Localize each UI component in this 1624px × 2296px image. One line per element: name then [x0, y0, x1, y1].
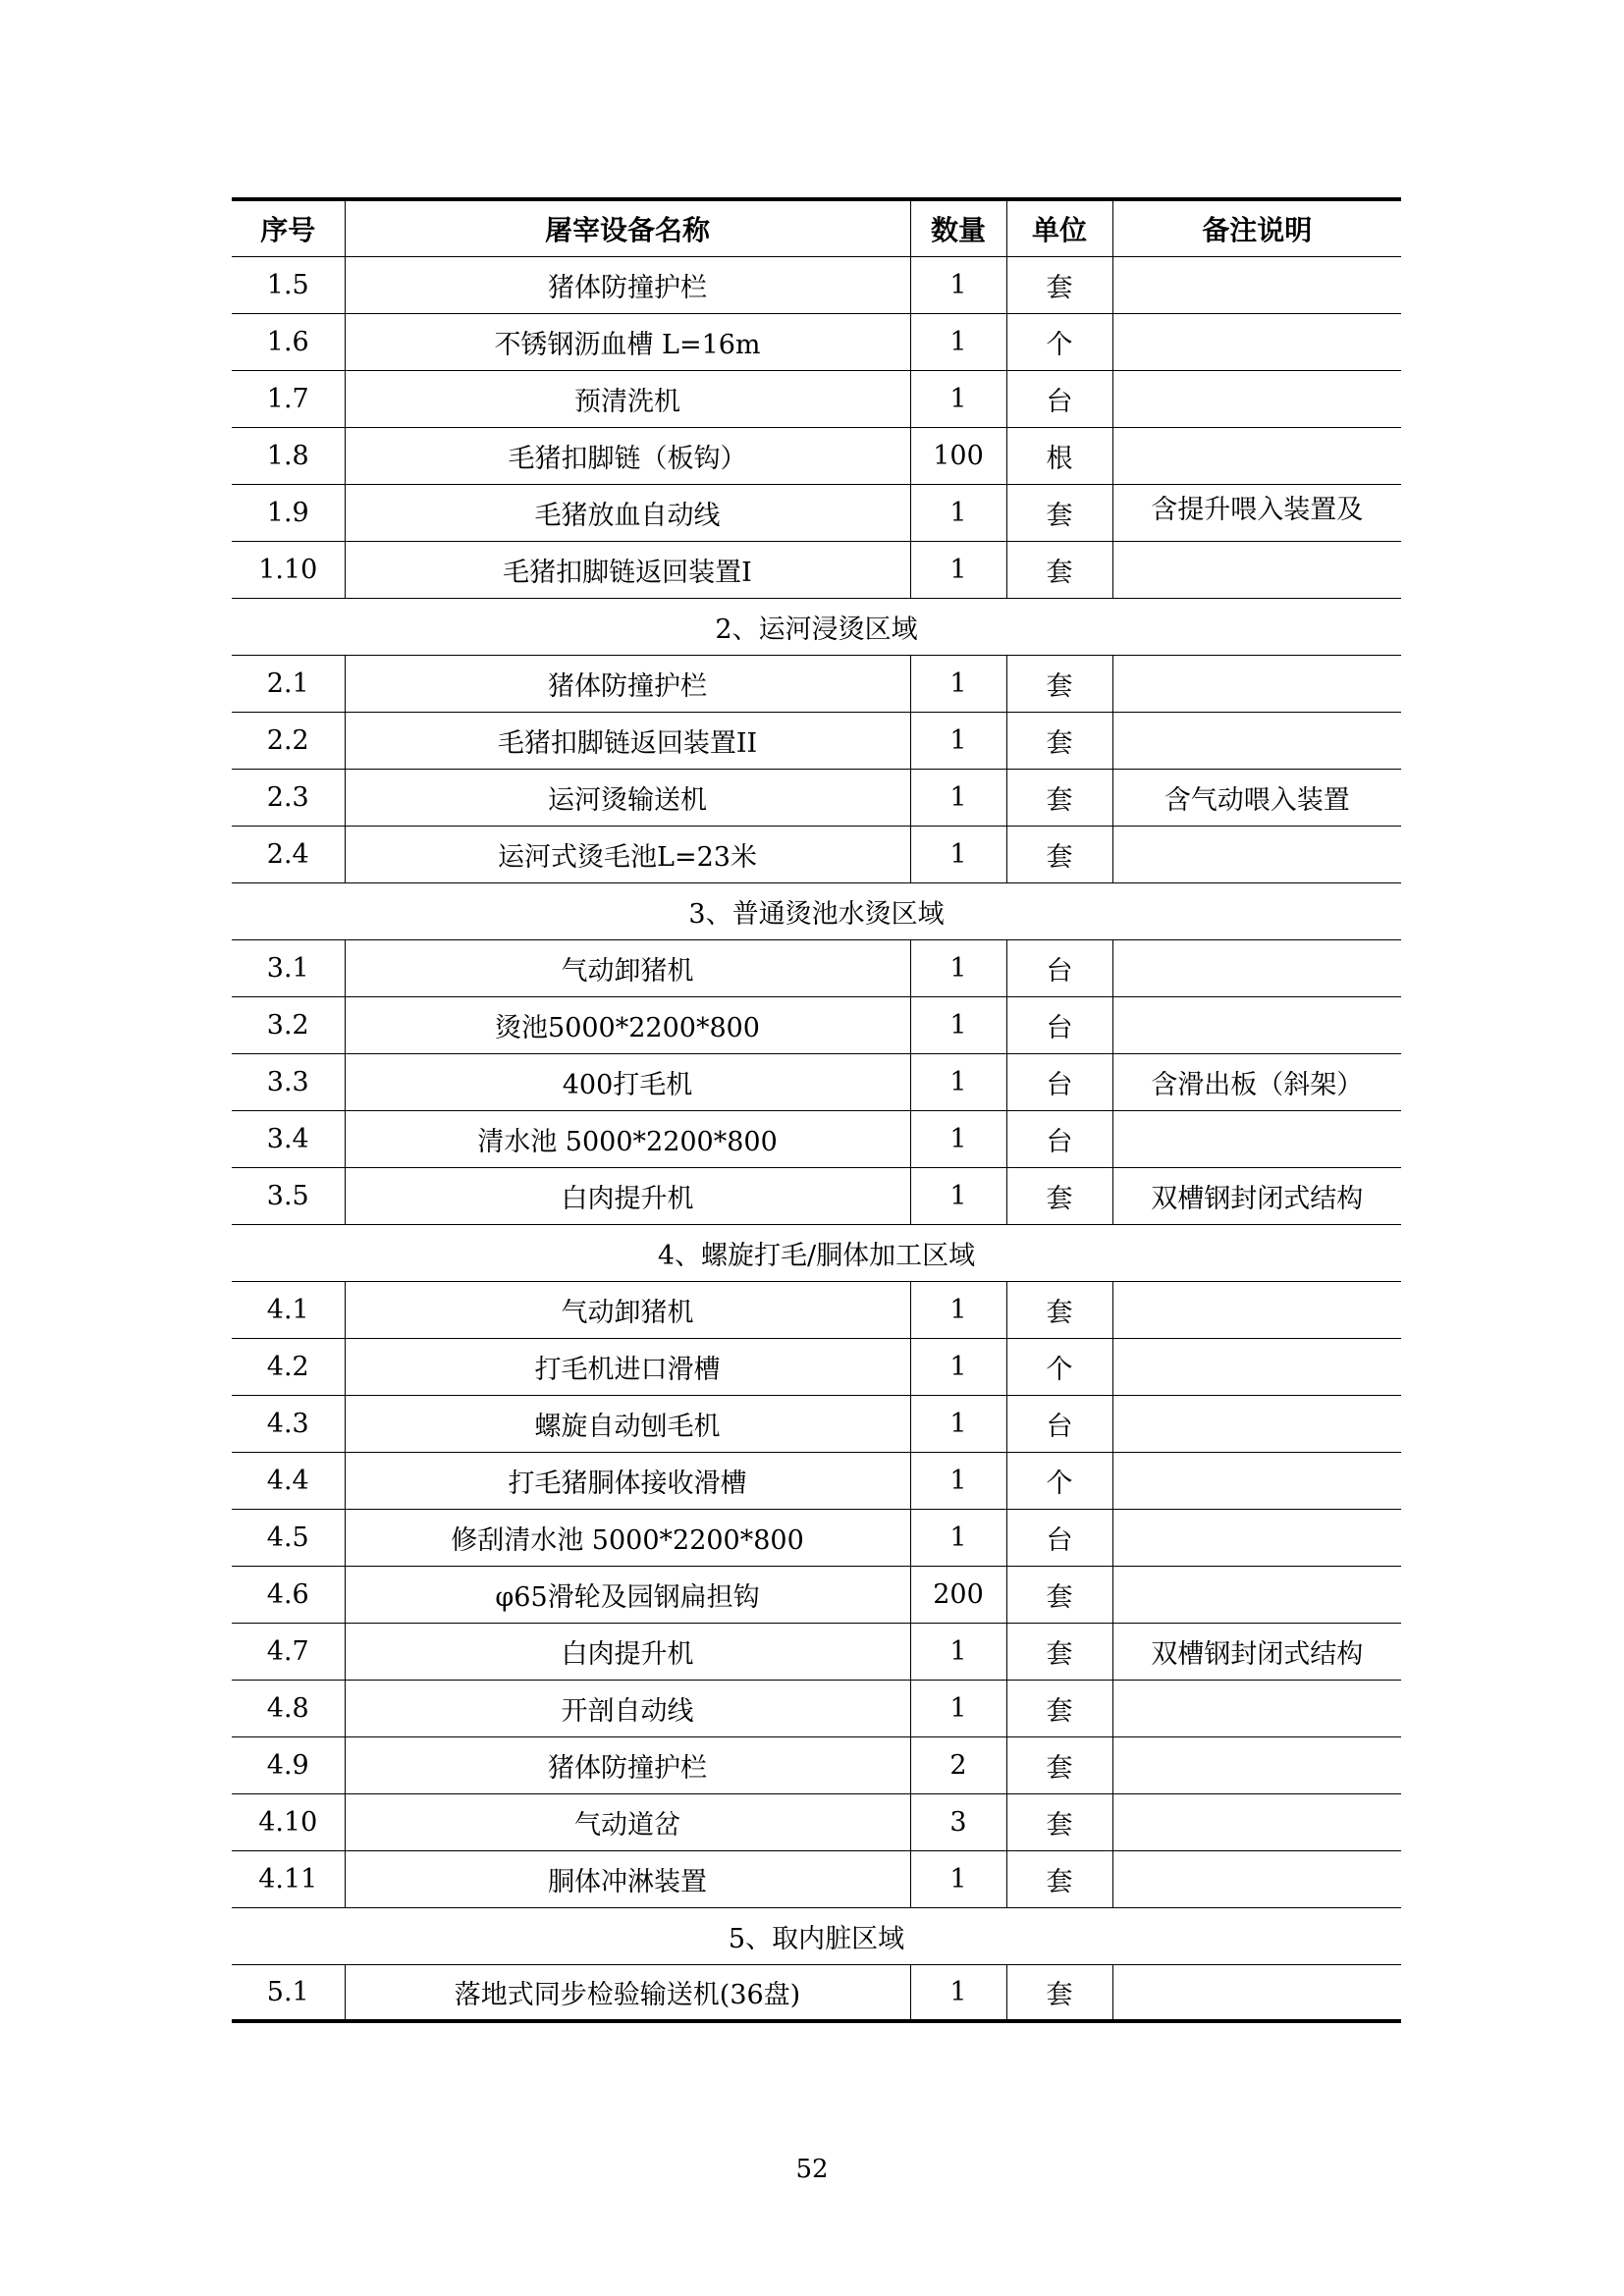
cell-no: 5.1	[232, 1964, 345, 2021]
cell-no: 4.6	[232, 1566, 345, 1623]
cell-no: 4.7	[232, 1623, 345, 1680]
cell-name: 毛猪扣脚链返回装置I	[345, 541, 910, 598]
cell-qty: 3	[910, 1793, 1006, 1850]
cell-qty: 1	[910, 1850, 1006, 1907]
cell-note	[1112, 1850, 1401, 1907]
cell-no: 1.5	[232, 256, 345, 313]
cell-qty: 1	[910, 1680, 1006, 1736]
cell-note	[1112, 655, 1401, 712]
table-row	[232, 655, 1401, 712]
header-name: 屠宰设备名称	[345, 199, 910, 256]
cell-note-text: 含提升喂入装置及	[1151, 495, 1364, 525]
cell-name: 落地式同步检验输送机(36盘)	[345, 1964, 910, 2021]
cell-name: 打毛猪胴体接收滑槽	[345, 1452, 910, 1509]
cell-no: 4.9	[232, 1736, 345, 1793]
cell-unit: 套	[1006, 1623, 1112, 1680]
cell-unit: 套	[1006, 484, 1112, 541]
table-row	[232, 1566, 1401, 1623]
cell-no: 1.7	[232, 370, 345, 427]
table-row	[232, 1452, 1401, 1509]
table-row	[232, 1167, 1401, 1224]
cell-qty: 1	[910, 256, 1006, 313]
page-number: 52	[795, 2155, 829, 2184]
cell-unit: 套	[1006, 1736, 1112, 1793]
table-row	[232, 1338, 1401, 1395]
table-row	[232, 427, 1401, 484]
cell-qty: 1	[910, 541, 1006, 598]
cell-name: 螺旋自动刨毛机	[345, 1395, 910, 1452]
cell-no: 4.2	[232, 1338, 345, 1395]
cell-note	[1112, 541, 1401, 598]
header-qty: 数量	[910, 199, 1006, 256]
cell-unit: 套	[1006, 1680, 1112, 1736]
table-row	[232, 1623, 1401, 1680]
cell-unit: 台	[1006, 1110, 1112, 1167]
cell-unit: 套	[1006, 712, 1112, 769]
cell-note	[1112, 1452, 1401, 1509]
cell-unit: 台	[1006, 1053, 1112, 1110]
cell-note	[1112, 370, 1401, 427]
table-row	[232, 1964, 1401, 2021]
table-row	[232, 1680, 1401, 1736]
cell-no: 4.8	[232, 1680, 345, 1736]
cell-name: φ65滑轮及园钢扁担钩	[345, 1566, 910, 1623]
cell-name: 400打毛机	[345, 1053, 910, 1110]
cell-note	[1112, 484, 1401, 541]
header-no: 序号	[232, 199, 345, 256]
cell-name: 预清洗机	[345, 370, 910, 427]
table-row	[232, 1281, 1401, 1338]
table-row	[232, 256, 1401, 313]
cell-qty: 1	[910, 996, 1006, 1053]
cell-no: 3.5	[232, 1167, 345, 1224]
cell-note	[1112, 1736, 1401, 1793]
cell-unit: 套	[1006, 541, 1112, 598]
cell-qty: 1	[910, 1338, 1006, 1395]
section-title: 5、取内脏区域	[232, 1907, 1401, 1964]
cell-name: 白肉提升机	[345, 1167, 910, 1224]
cell-qty: 1	[910, 1281, 1006, 1338]
cell-name: 猪体防撞护栏	[345, 256, 910, 313]
table-row	[232, 541, 1401, 598]
table-row	[232, 1053, 1401, 1110]
cell-no: 4.10	[232, 1793, 345, 1850]
cell-unit: 台	[1006, 1395, 1112, 1452]
cell-note	[1112, 996, 1401, 1053]
table-row	[232, 1736, 1401, 1793]
cell-qty: 2	[910, 1736, 1006, 1793]
cell-unit: 套	[1006, 1793, 1112, 1850]
cell-unit: 个	[1006, 1338, 1112, 1395]
cell-unit: 个	[1006, 313, 1112, 370]
section-row	[232, 598, 1401, 655]
cell-unit: 套	[1006, 1850, 1112, 1907]
cell-qty: 1	[910, 712, 1006, 769]
cell-no: 2.1	[232, 655, 345, 712]
cell-no: 1.6	[232, 313, 345, 370]
cell-note	[1112, 313, 1401, 370]
cell-note	[1112, 427, 1401, 484]
section-row	[232, 882, 1401, 939]
cell-note	[1112, 1338, 1401, 1395]
cell-qty: 1	[910, 1167, 1006, 1224]
cell-name: 运河烫输送机	[345, 769, 910, 826]
section-title: 2、运河浸烫区域	[232, 598, 1401, 655]
cell-name: 猪体防撞护栏	[345, 655, 910, 712]
cell-qty: 1	[910, 655, 1006, 712]
cell-note	[1112, 1395, 1401, 1452]
cell-note	[1112, 1566, 1401, 1623]
cell-name: 气动卸猪机	[345, 1281, 910, 1338]
cell-name: 毛猪扣脚链返回装置II	[345, 712, 910, 769]
cell-qty: 1	[910, 1623, 1006, 1680]
cell-name: 气动道岔	[345, 1793, 910, 1850]
cell-note	[1112, 1509, 1401, 1566]
cell-no: 4.11	[232, 1850, 345, 1907]
cell-qty: 200	[910, 1566, 1006, 1623]
cell-note: 含气动喂入装置	[1112, 769, 1401, 826]
cell-qty: 1	[910, 1509, 1006, 1566]
cell-qty: 1	[910, 826, 1006, 882]
cell-name: 毛猪扣脚链（板钩）	[345, 427, 910, 484]
cell-name: 不锈钢沥血槽 L=16m	[345, 313, 910, 370]
cell-unit: 台	[1006, 939, 1112, 996]
cell-note	[1112, 712, 1401, 769]
cell-no: 3.4	[232, 1110, 345, 1167]
table-row	[232, 826, 1401, 882]
cell-note: 含滑出板（斜架）	[1112, 1053, 1401, 1110]
cell-qty: 100	[910, 427, 1006, 484]
cell-note	[1112, 1680, 1401, 1736]
cell-no: 2.3	[232, 769, 345, 826]
cell-no: 3.3	[232, 1053, 345, 1110]
cell-no: 2.4	[232, 826, 345, 882]
table-body	[232, 256, 1401, 2021]
table-row	[232, 1509, 1401, 1566]
cell-no: 1.9	[232, 484, 345, 541]
cell-unit: 套	[1006, 1281, 1112, 1338]
cell-qty: 1	[910, 370, 1006, 427]
cell-qty: 1	[910, 1053, 1006, 1110]
table-row	[232, 996, 1401, 1053]
header-note: 备注说明	[1112, 199, 1401, 256]
table-row	[232, 484, 1401, 541]
table-header-row	[232, 199, 1401, 256]
cell-name: 修刮清水池 5000*2200*800	[345, 1509, 910, 1566]
table-row	[232, 1395, 1401, 1452]
cell-note	[1112, 1281, 1401, 1338]
cell-note: 双槽钢封闭式结构	[1112, 1623, 1401, 1680]
cell-qty: 1	[910, 1452, 1006, 1509]
cell-unit: 套	[1006, 769, 1112, 826]
cell-qty: 1	[910, 769, 1006, 826]
table-row	[232, 939, 1401, 996]
section-row	[232, 1224, 1401, 1281]
cell-name: 打毛机进口滑槽	[345, 1338, 910, 1395]
cell-note	[1112, 1964, 1401, 2021]
cell-unit: 套	[1006, 826, 1112, 882]
equipment-table-container	[232, 197, 1401, 2023]
section-title: 4、螺旋打毛/胴体加工区域	[232, 1224, 1401, 1281]
cell-no: 3.2	[232, 996, 345, 1053]
cell-unit: 台	[1006, 1509, 1112, 1566]
cell-qty: 1	[910, 939, 1006, 996]
table-row	[232, 1110, 1401, 1167]
cell-qty: 1	[910, 1395, 1006, 1452]
table-row	[232, 1850, 1401, 1907]
cell-no: 1.10	[232, 541, 345, 598]
section-title: 3、普通烫池水烫区域	[232, 882, 1401, 939]
cell-name: 白肉提升机	[345, 1623, 910, 1680]
cell-no: 2.2	[232, 712, 345, 769]
cell-name: 胴体冲淋装置	[345, 1850, 910, 1907]
cell-name: 烫池5000*2200*800	[345, 996, 910, 1053]
cell-name: 清水池 5000*2200*800	[345, 1110, 910, 1167]
section-row	[232, 1907, 1401, 1964]
cell-unit: 套	[1006, 1167, 1112, 1224]
cell-unit: 台	[1006, 996, 1112, 1053]
table-row	[232, 313, 1401, 370]
cell-qty: 1	[910, 1110, 1006, 1167]
table-row	[232, 1793, 1401, 1850]
cell-no: 1.8	[232, 427, 345, 484]
table-row	[232, 370, 1401, 427]
table-row	[232, 712, 1401, 769]
table-row	[232, 769, 1401, 826]
cell-unit: 个	[1006, 1452, 1112, 1509]
cell-no: 4.1	[232, 1281, 345, 1338]
cell-note	[1112, 1110, 1401, 1167]
cell-no: 3.1	[232, 939, 345, 996]
cell-unit: 套	[1006, 1964, 1112, 2021]
cell-unit: 套	[1006, 1566, 1112, 1623]
cell-name: 开剖自动线	[345, 1680, 910, 1736]
cell-qty: 1	[910, 1964, 1006, 2021]
equipment-table	[232, 197, 1401, 2023]
cell-unit: 根	[1006, 427, 1112, 484]
cell-no: 4.5	[232, 1509, 345, 1566]
cell-name: 猪体防撞护栏	[345, 1736, 910, 1793]
cell-unit: 套	[1006, 655, 1112, 712]
cell-unit: 套	[1006, 256, 1112, 313]
cell-qty: 1	[910, 484, 1006, 541]
cell-qty: 1	[910, 313, 1006, 370]
cell-name: 运河式烫毛池L=23米	[345, 826, 910, 882]
cell-note	[1112, 939, 1401, 996]
header-unit: 单位	[1006, 199, 1112, 256]
cell-note	[1112, 256, 1401, 313]
cell-no: 4.3	[232, 1395, 345, 1452]
cell-no: 4.4	[232, 1452, 345, 1509]
cell-unit: 台	[1006, 370, 1112, 427]
cell-note	[1112, 1793, 1401, 1850]
cell-note: 双槽钢封闭式结构	[1112, 1167, 1401, 1224]
cell-name: 气动卸猪机	[345, 939, 910, 996]
cell-note	[1112, 826, 1401, 882]
cell-name: 毛猪放血自动线	[345, 484, 910, 541]
